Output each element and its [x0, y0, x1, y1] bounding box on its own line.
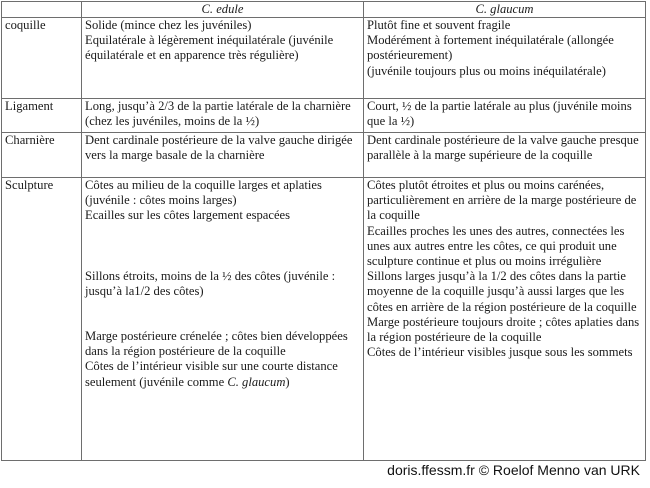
cell-sculpture-glaucum [364, 178, 646, 461]
table-row-sculpture [2, 178, 646, 461]
cell-charniere-glaucum: Dent cardinale postérieure de la valve gauche presque parallèle à la marge supérieure de la coquille [364, 133, 646, 178]
cell-charniere-edule: Dent cardinale postérieure de la valve gauche dirigée vers la marge basale de la charnière [82, 133, 364, 178]
coquille-edule-line-2: Equilatérale à légèrement inéquilatérale (juvénile équilatérale et en apparence très régulière) [85, 33, 334, 63]
table-row-ligament [2, 99, 646, 133]
row-label-sculpture: Sculpture [2, 178, 82, 461]
comparison-table [1, 1, 646, 461]
sculpture-edule-ecailles: Ecailles sur les côtes largement espacées [85, 208, 291, 223]
row-label-ligament: Ligament [2, 99, 82, 133]
row-label-coquille: coquille [2, 18, 82, 99]
sculpture-edule-interieur [85, 359, 360, 389]
header-row [2, 2, 646, 18]
sculpture-edule-interieur-close: ) [285, 374, 290, 389]
table-row-charniere [2, 133, 646, 178]
sculpture-edule-sillons: Sillons étroits, moins de la ½ des côtes (juvénile : jusqu’à la1/2 des côtes) [85, 268, 336, 298]
sculpture-edule-marge: Marge postérieure crénelée ; côtes bien développées dans la région postérieure de la coquille [85, 329, 348, 359]
coquille-edule-line-1: Solide (mince chez les juvéniles) [85, 18, 252, 32]
coquille-glaucum-line-1: Plutôt fine et souvent fragile [367, 18, 511, 32]
cell-ligament-glaucum: Court, ½ de la partie latérale au plus (juvénile moins que la ½) [364, 99, 646, 133]
sculpture-edule-interieur-text: Côtes de l’intérieur visible sur une courte distance seulement (juvénile comme [85, 359, 338, 389]
header-species-edule: C. edule [82, 2, 364, 18]
sculpture-glaucum-interieur: Côtes de l’intérieur visibles jusque sous les sommets [367, 345, 633, 360]
cell-ligament-edule: Long, jusqu’à 2/3 de la partie latérale de la charnière (chez les juvéniles, moins de la ½) [82, 99, 364, 133]
sculpture-glaucum-marge: Marge postérieure toujours droite ; côtes aplaties dans la région postérieure de la coquille [367, 314, 640, 345]
sculpture-glaucum-ecailles: Ecailles proches les unes des autres, connectées les unes aux autres entre les côtes, ce qui produit une sculpture continue et plus ou moins irrégulière [367, 223, 625, 269]
coquille-glaucum-line-3: (juvénile toujours plus ou moins inéquilatérale) [367, 63, 606, 78]
coquille-glaucum-line-2: Modérément à fortement inéquilatérale (allongée postérieurement) [367, 33, 614, 63]
sculpture-glaucum-cotes: Côtes plutôt étroites et plus ou moins carénées, particulièrement en arrière de la marge postérieure de la coquille [367, 178, 637, 223]
table-row-coquille [2, 18, 646, 99]
photo-credit: doris.ffessm.fr © Roelof Menno van URK [387, 462, 640, 478]
sculpture-edule-interieur-species: C. glaucum [227, 374, 286, 389]
row-label-charniere: Charnière [2, 133, 82, 178]
header-corner [2, 2, 82, 18]
cell-coquille-edule [82, 18, 364, 99]
sculpture-edule-cotes: Côtes au milieu de la coquille larges et aplaties (juvénile : côtes moins larges) [85, 178, 322, 208]
sculpture-glaucum-sillons: Sillons larges jusqu’à la 1/2 des côtes dans la partie moyenne de la coquille jusqu’à aussi larges que les côtes en arrière de la région postérieure de la coquille [367, 269, 637, 314]
header-species-glaucum: C. glaucum [364, 2, 646, 18]
cell-sculpture-edule [82, 178, 364, 461]
cell-coquille-glaucum [364, 18, 646, 99]
